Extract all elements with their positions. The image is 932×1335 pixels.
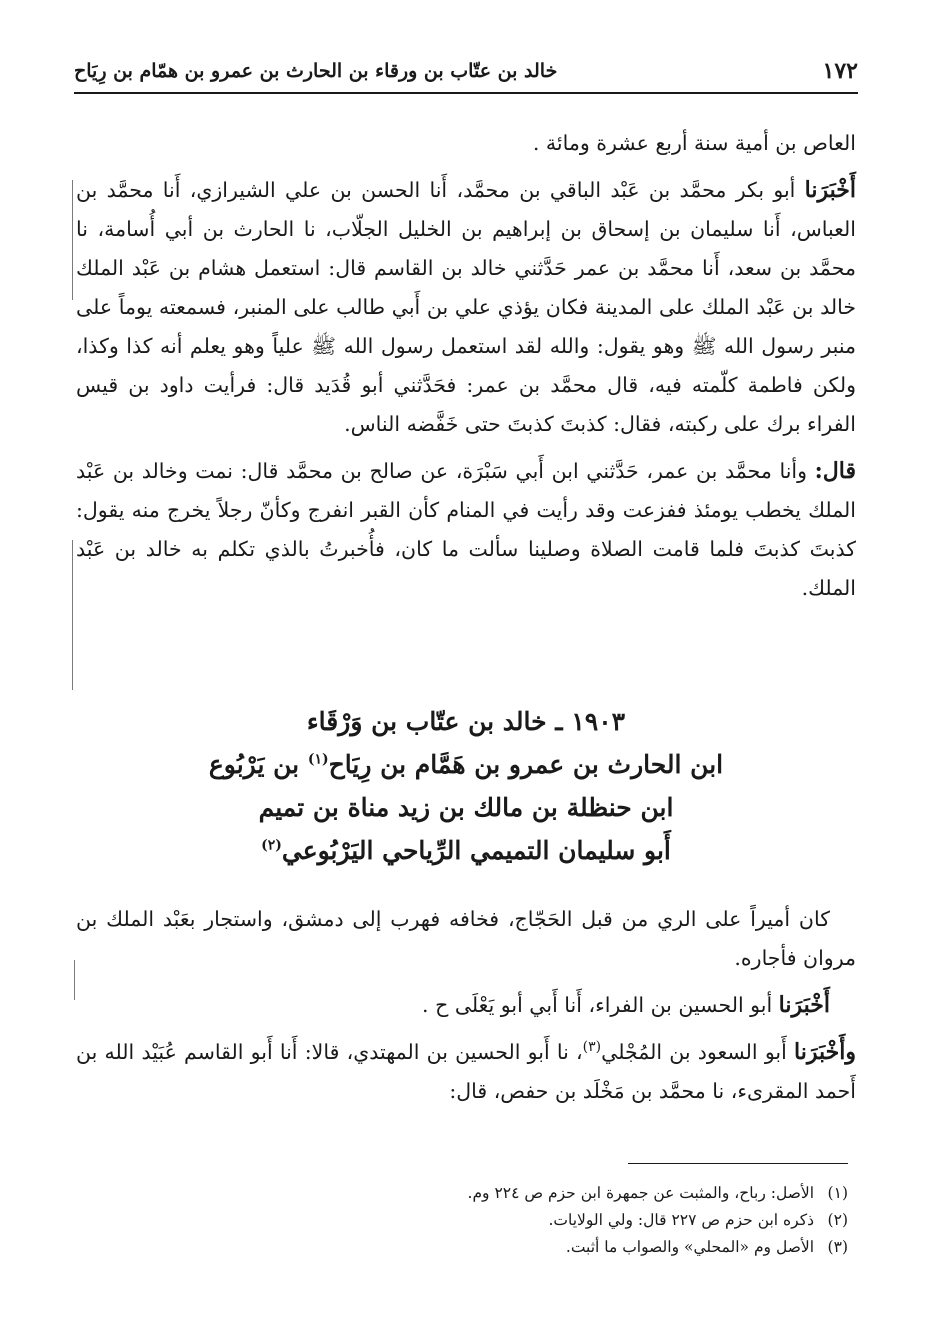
page-number: ١٧٢ [822, 58, 858, 84]
paragraph-text: أبو الحسين بن الفراء، أَنا أَبي أبو يَعْلَى ح . [422, 993, 779, 1017]
footnote-3 [120, 1234, 848, 1261]
footnote-divider [628, 1163, 848, 1164]
paragraph-isnad-4 [76, 1033, 856, 1111]
paragraph-isnad-1 [76, 171, 856, 444]
heading-text: أَبو سليمان التميمي الرِّياحي اليَرْبُوعي [281, 836, 671, 865]
paragraph-text: أَبو السعود بن المُجْلي [601, 1040, 795, 1064]
entry-heading-line-1: ١٩٠٣ ـ خالد بن عتّاب بن وَرْقَاء [306, 707, 626, 736]
footnote-1 [120, 1180, 848, 1207]
footnote-text: الأصل وم «المحلي» والصواب ما أثبت. [565, 1238, 814, 1256]
lead-word: قال: [814, 458, 856, 484]
paragraph-text: ، نا أَبو الحسين بن المهتدي، قالا: أَنا أَبو القاسم عُبَيْد الله بن أَحمد المقرىء، نا محمَّد بن مَخْلَد بن حفص، قال: [76, 1040, 856, 1103]
footnote-2 [120, 1207, 848, 1234]
paragraph-isnad-2 [76, 452, 856, 608]
paragraph-continuation: العاص بن أمية سنة أربع عشرة ومائة . [532, 131, 856, 155]
footnotes [120, 1180, 848, 1261]
entry-heading-line-3: ابن حنظلة بن مالك بن زيد مناة بن تميم [258, 793, 674, 822]
margin-mark [72, 180, 73, 300]
main-text-section-2 [76, 900, 856, 1119]
heading-text: ابن الحارث بن عمرو بن هَمَّام بن رِيَاح [328, 750, 724, 779]
entry-heading-line-4 [76, 829, 856, 872]
paragraph-text: وأنا محمَّد بن عمر، حَدَّثني ابن أَبي سَبْرَة، عن صالح بن محمَّد قال: نمت وخالد بن عَبْد الملك يخطب يومئذ ففزعت وقد رأيت في المنام كأن القبر انفرج وكأنّ رجلاً يخرج منه يقول: كذبتَ كذبتَ فلما قامت الصلاة وصلينا سألت ما كان، فأُخبرتُ بالذي تكلم به خالد بن عَبْد الملك. [76, 459, 856, 600]
running-header [74, 52, 858, 94]
footnote-ref: (٣) [582, 1039, 602, 1056]
footnote-number: (١) [827, 1184, 848, 1202]
footnote-ref: (١) [307, 751, 329, 768]
heading-text: بن يَرْبُوع [208, 750, 308, 779]
footnote-ref: (٢) [261, 837, 282, 854]
lead-word: وأَخْبَرَنا [794, 1039, 856, 1065]
entry-heading-line-2 [76, 743, 856, 786]
lead-word: أَخْبَرَنا [778, 992, 830, 1018]
entry-heading [76, 700, 856, 872]
margin-mark [74, 960, 75, 1000]
paragraph-text: أبو بكر محمَّد بن عَبْد الباقي بن محمَّد، أَنا الحسن بن علي الشيرازي، أَنا محمَّد بن العباس، أَنا سليمان بن إسحاق بن إبراهيم بن الخليل الجلّاب، نا الحارث بن أبي أُسامة، نا محمَّد بن سعد، أَنا محمَّد بن عمر حَدَّثني خالد بن القاسم قال: استعمل هشام بن عَبْد الملك خالد بن عَبْد الملك على المدينة فكان يؤذي علي بن أَبي طالب على المنبر، فسمعته يوماً على منبر رسول الله ﷺ وهو يقول: والله لقد استعمل رسول الله ﷺ علياً وهو يعلم أنه كذا وكذا، ولكن فاطمة كلّمته فيه، قال محمَّد بن عمر: فحَدَّثني أبو قُدَيد قال: فرأيت داود بن قيس الفراء برك على ركبته، فقال: كذبتَ كذبتَ حتى خَفَّضه الناس. [76, 178, 856, 436]
footnote-number: (٣) [827, 1238, 848, 1256]
running-title: خالد بن عتّاب بن ورقاء بن الحارث بن عمرو بن همّام بن رِيَاح [74, 60, 558, 82]
lead-word: أَخْبَرَنا [804, 177, 856, 203]
footnote-text: الأصل: رباح، والمثبت عن جمهرة ابن حزم ص ٢٢٤ وم. [467, 1184, 814, 1202]
paragraph-isnad-3 [76, 986, 856, 1025]
footnote-number: (٢) [827, 1211, 848, 1229]
main-text-section-1 [76, 124, 856, 616]
paragraph-biography: كان أميراً على الري من قبل الحَجّاج، فخافه فهرب إلى دمشق، واستجار بعَبْد الملك بن مروان فأجاره. [76, 907, 856, 970]
footnote-text: ذكره ابن حزم ص ٢٢٧ قال: ولي الولايات. [548, 1211, 814, 1229]
margin-mark [72, 540, 73, 690]
